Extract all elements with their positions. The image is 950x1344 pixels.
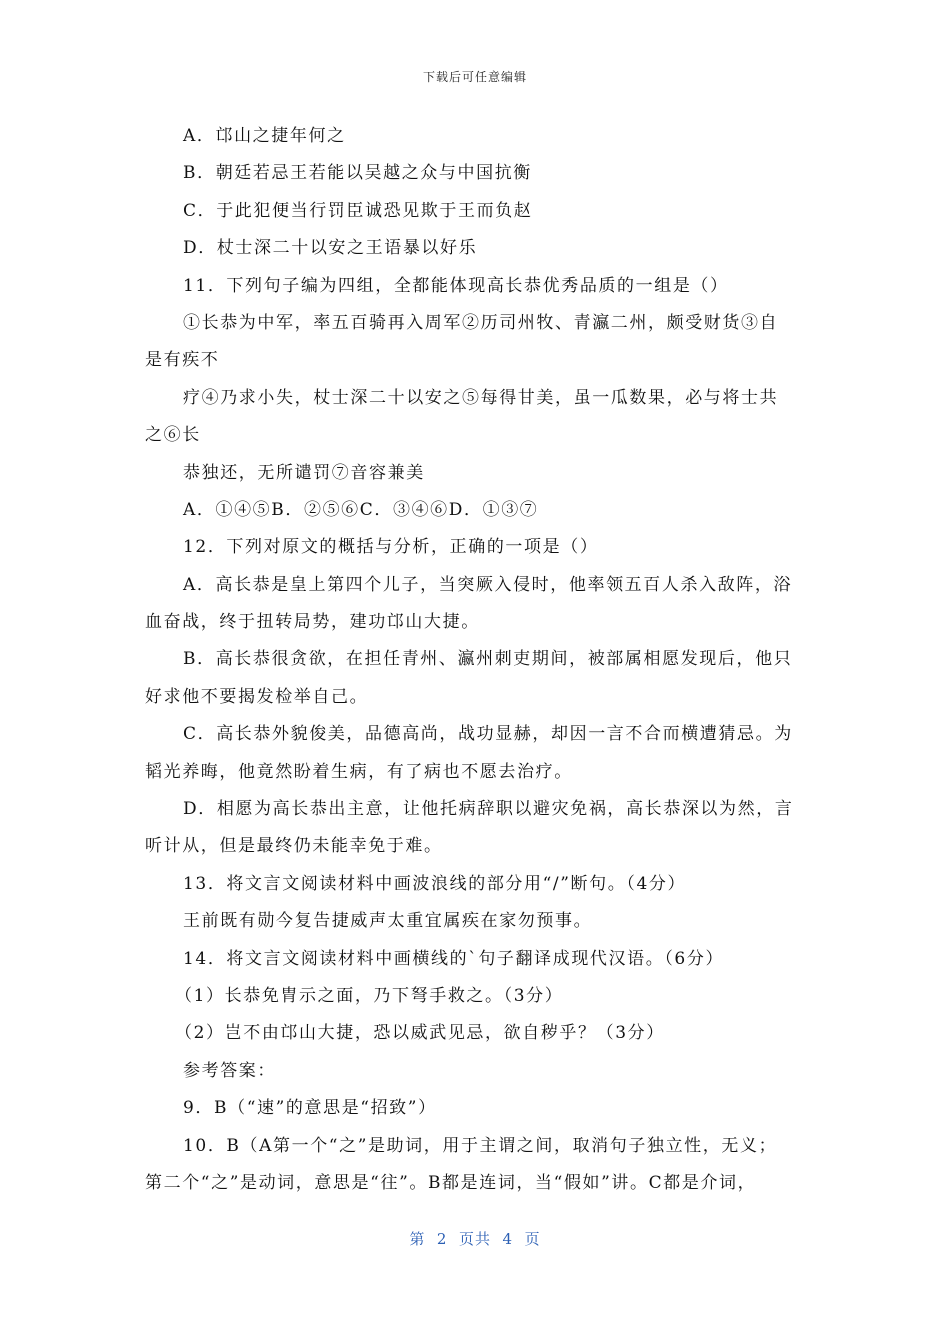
question-12-option-b-line-1: B．高长恭很贪欲，在担任青州、瀛州刺吏期间，被部属相愿发现后，他只 xyxy=(183,649,793,670)
question-14-part-2: （2）岂不由邙山大捷，恐以威武见忌，欲自秽乎？（3分） xyxy=(175,1023,665,1044)
option-d-line: D．杖士深二十以安之王语暴以好乐 xyxy=(183,238,478,259)
question-11-items-line-1: ①长恭为中军，率五百骑再入周军②历司州牧、青瀛二州，颇受财货③自 xyxy=(183,312,779,333)
option-a-line: A．邙山之捷年何之 xyxy=(183,126,346,146)
question-12: 12．下列对原文的概括与分析，正确的一项是（） xyxy=(183,537,599,558)
document-body xyxy=(145,118,810,1202)
question-11-items-line-5: 恭独还，无所谴罚⑦音容兼美 xyxy=(183,462,425,483)
question-14-part-1: （1）长恭免胄示之面，乃下弩手救之。（3分） xyxy=(175,985,564,1006)
page-footer: 第 2 页共 4 页 xyxy=(409,1230,541,1248)
answer-10-line-2: 第二个“之”是动词，意思是“往”。B都是连词，当“假如”讲。C都是介词， xyxy=(145,1172,757,1193)
question-12-option-c-line-2: 韬光养晦，他竟然盼着生病，有了病也不愿去治疗。 xyxy=(145,761,573,782)
question-12-option-d-line-2: 听计从，但是最终仍未能幸免于难。 xyxy=(145,836,443,857)
question-12-option-a-line-1: A．高长恭是皇上第四个儿子，当突厥入侵时，他率领五百人杀入敌阵，浴 xyxy=(183,574,793,595)
question-11-items-line-4: 之⑥长 xyxy=(145,425,201,446)
question-12-option-c-line-1: C．高长恭外貌俊美，品德高尚，战功显赫，却因一言不合而横遭猜忌。为 xyxy=(183,724,793,745)
option-c-line: C．于此犯便当行罚臣诚恐见欺于王而负赵 xyxy=(183,200,533,221)
page-header: 下载后可任意编辑 xyxy=(422,70,527,84)
question-11-options: A．①④⑤B．②⑤⑥C．③④⑥D．①③⑦ xyxy=(183,499,539,520)
question-12-option-a-line-2: 血奋战，终于扭转局势，建功邙山大捷。 xyxy=(145,612,480,633)
question-11-items-line-3: 疗④乃求小失，杖士深二十以安之⑤每得甘美，虽一瓜数果，必与将士共 xyxy=(183,387,779,408)
question-11: 11．下列句子编为四组，全都能体现高长恭优秀品质的一组是（） xyxy=(183,275,729,296)
answer-10-line-1: 10．B（A第一个“之”是助词，用于主谓之间，取消句子独立性，无义； xyxy=(183,1135,778,1156)
question-13-passage: 王前既有勋今复告捷威声太重宜属疾在家勿预事。 xyxy=(183,911,593,932)
question-12-option-b-line-2: 好求他不要揭发检举自己。 xyxy=(145,686,369,707)
answer-key-heading: 参考答案： xyxy=(183,1060,276,1081)
question-11-items-line-2: 是有疾不 xyxy=(145,350,220,371)
answer-9: 9．B（“速”的意思是“招致”） xyxy=(183,1098,437,1119)
question-14: 14．将文言文阅读材料中画横线的`句子翻译成现代汉语。（6分） xyxy=(183,948,725,969)
option-b-line: B．朝廷若忌王若能以吴越之众与中国抗衡 xyxy=(183,163,532,184)
question-12-option-d-line-1: D．相愿为高长恭出主意，让他托病辞职以避灾免祸，高长恭深以为然，言 xyxy=(183,799,794,820)
question-13: 13．将文言文阅读材料中画波浪线的部分用“/”断句。（4分） xyxy=(183,873,687,894)
